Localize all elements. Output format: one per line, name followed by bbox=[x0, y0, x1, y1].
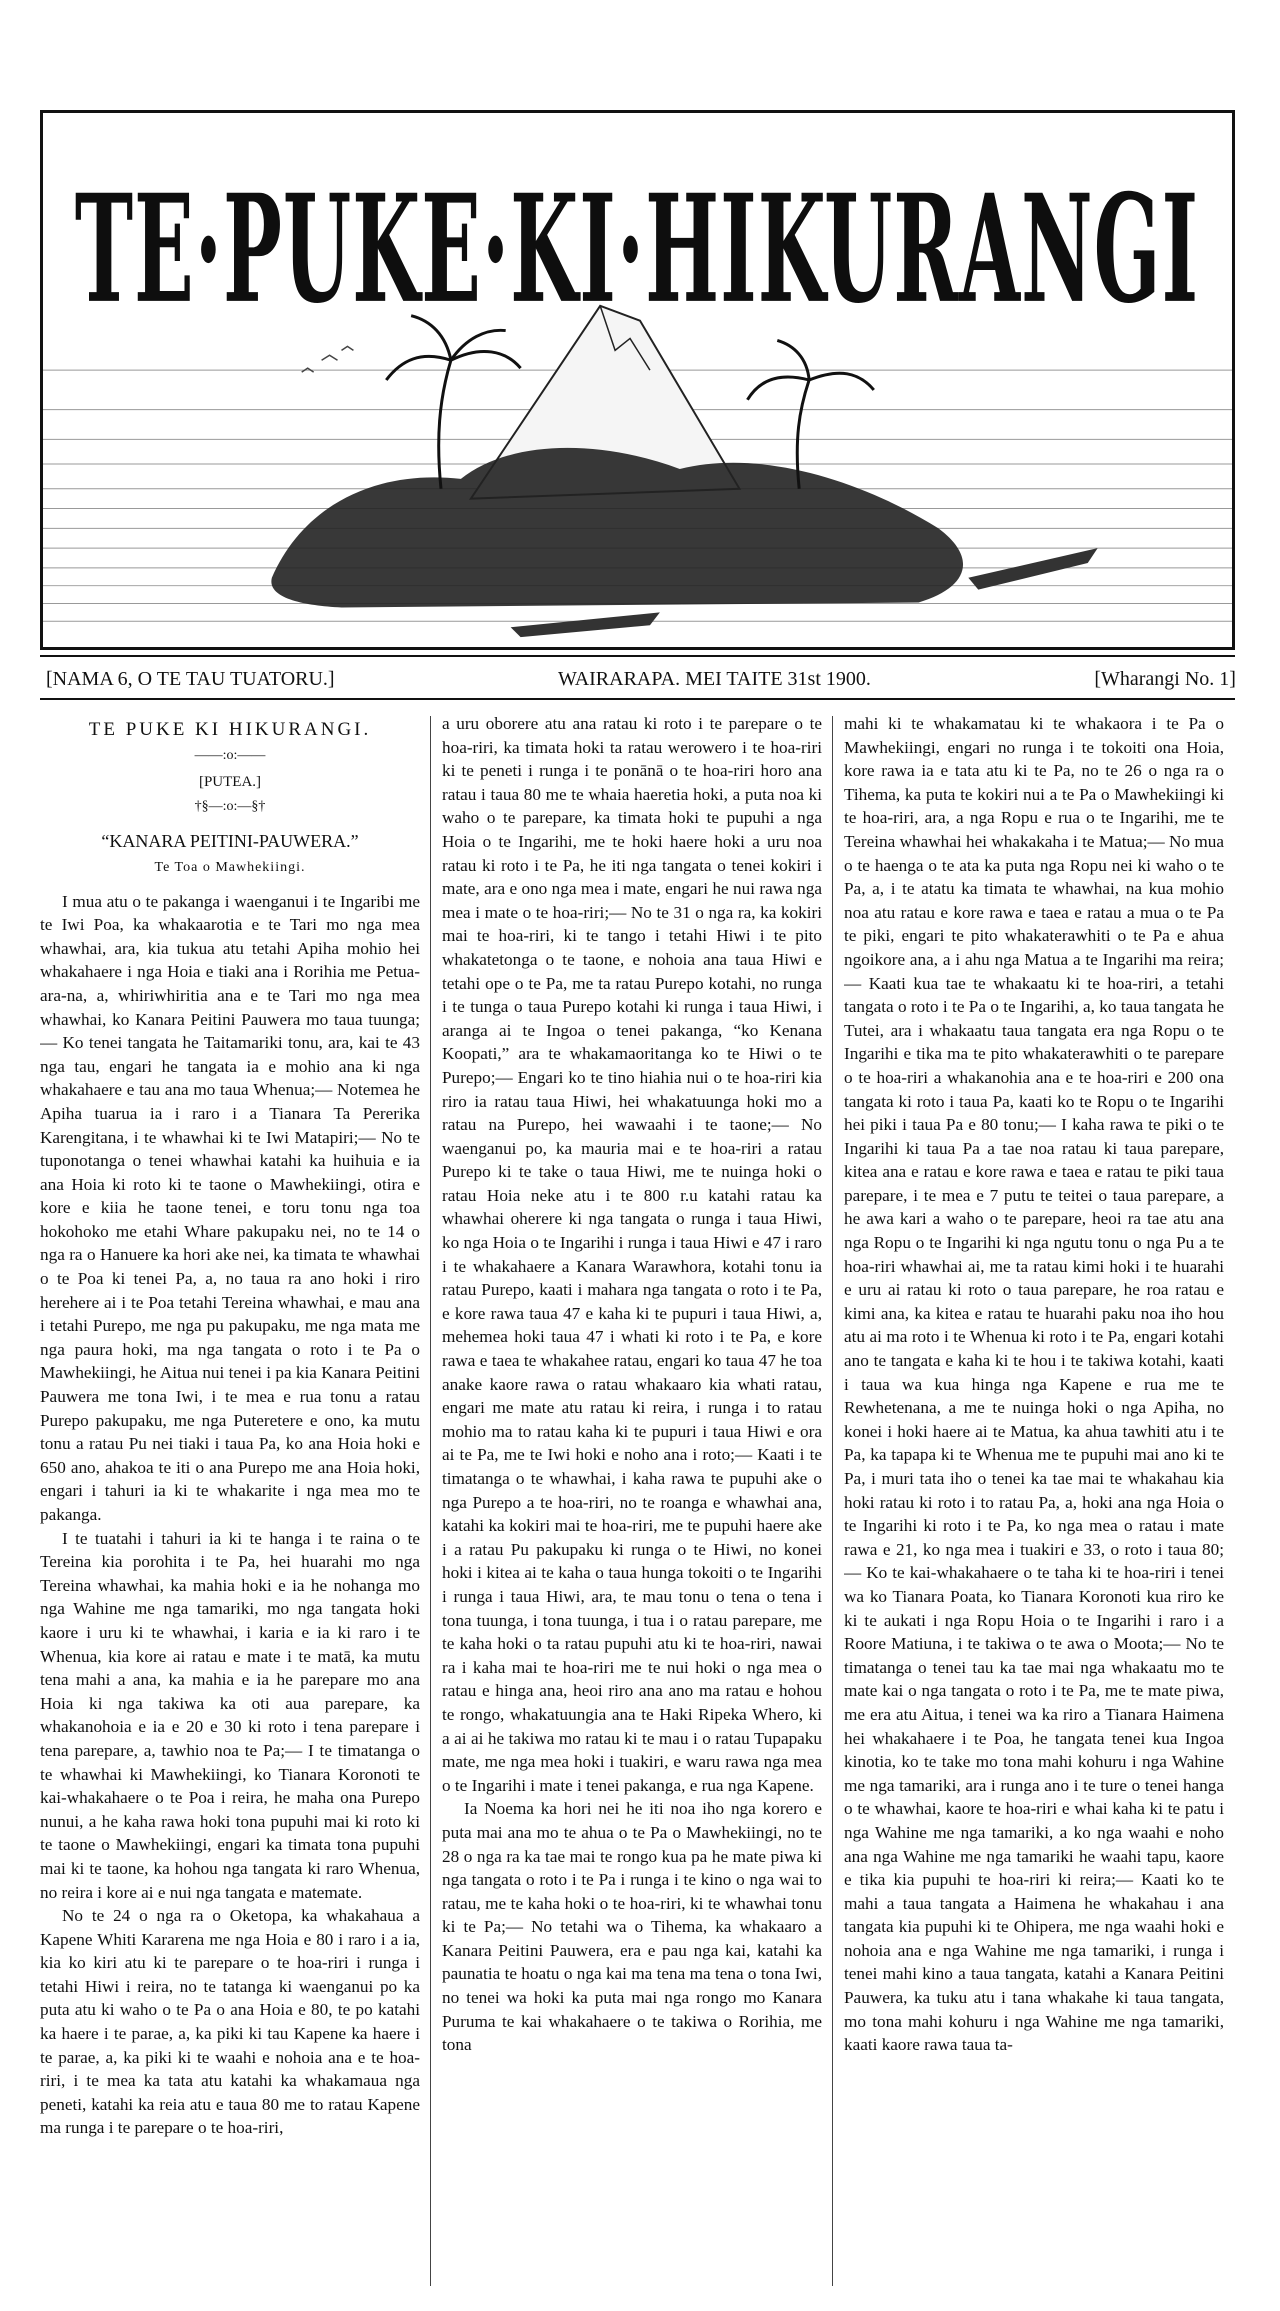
masthead-illustration bbox=[43, 113, 1232, 647]
dateline-top-rule bbox=[40, 655, 1235, 657]
dateline-bottom-rule bbox=[40, 698, 1235, 700]
paragraph: a uru oborere atu ana ratau ki roto i te parepare o te hoa-riri, ka timata hoki ta ratau werowero i te hoa-riri ki te peneti i runga i te ponānā o te hoa-riri horo ana ratau i taua 80 me te whaia haeretia hoki, a puta noa ki waho o te parepare, ka timata hoki te pupuhi a nga Hoia o te Ingarihi, me te hoki haere hoki a uru noa ratau ki roto i te Pa, he iti nga tangata o tenei kokiri i mate, ara e ono nga mea i mate, engari he nui rawa nga mea i mate o te hoa-riri;— No te 31 o nga ra, ka kokiri mai te hoa-riri, ki te tango i tetahi Hiwi i te pito whakatetonga o te taone, e nohoia ana taua Hiwi e tetahi ope o te Pa, me ta ratau Purepo kotahi, no runga i te tunga o taua Purepo kotahi ki runga i taua Hiwi, i aranga ai te Ingoa o tenei pakanga, “ko Kenana Koopati,” ara te whakamaoritanga ko te Hiwi o te Purepo;— Engari ko te tino hiahia nui o te hoa-riri kia riro ia ratau taua Hiwi, hei whakatuunga hoki mo a ratau na Purepo, hei wawaahi i te taone;— No waenganui po, ka mauria mai e te hoa-riri a ratau Purepo ki te take o taua Hiwi, me te nuinga hoki o ratau Hoia neke atu i te 800 r.u katahi ratau ka whawhai oherere ki nga tangata o runga i taua Hiwi, ko nga Hoia o te Ingarihi i runga i taua Hiwi e 47 i raro i te whakahaere a Kanara Warawhora, kotahi tonu ia ratau Purepo, kaati i mahara nga tangata o roto i te Pa, e kore rawa taua 47 e kaha ki te pupuri i taua Hiwi, a, mehemea hoki taua 47 i whati ki roto i te Pa, e kore rawa e taea te whakahee ratau, engari ko taua 47 he toa anake kaore rawa o ratau whakaaro kia whati ratau, engari me mate atu ratau ki reira, i runga i to ratau mohio ma to ratau kaha ki te pupuri i taua Hiwi e ora ai te Pa, me te Iwi hoki e noho ana i roto;— Kaati i te timatanga o te whawhai, i kaha rawa te pupuhi ake o nga Purepo a te hoa-riri, no te roanga e whawhai ana, katahi ka kokiri mai te hoa-riri, me te pupuhi haere ake i a ratau Pu pakupaku ki runga o te Hiwi, no konei hoki i kitea ai te kaha o taua hunga tokoiti o te Ingarihi i runga i taua Hiwi, ara, te mau tonu o tena o tena i tona tuunga, i tona tuunga, i tua i o ratau parepare, me te kaha hoki o ta ratau pupuhi atu ki te hoa-riri, nawai ra i kaha mai te hoa-riri me te nui hoki o nga mea o ratau e hinga ana, heoi riro ana ano ma ratau e hohou te rongo, whakatuungia ana te Haki Ripeka Whero, ki a ai ai he takiwa mo ratau ki te mau i o ratau Tupapaku mate, me nga mea hoki i tuakiri, e waru rawa nga mea o te Ingarihi i mate i tenei pakanga, e rua nga Kapene. bbox=[442, 714, 822, 1795]
article-subheading: “KANARA PEITINI-PAUWERA.” bbox=[101, 831, 359, 852]
place-date: WAIRARAPA. MEI TAITE 31st 1900. bbox=[558, 667, 871, 690]
column-1 bbox=[40, 712, 420, 2292]
canoe-right bbox=[968, 548, 1097, 590]
ornament-divider: †§—:o:—§† bbox=[194, 798, 266, 814]
paragraph: mahi ki te whakamatau ki te whakaora i te Pa o Mawhekiingi, engari no runga i te tokoiti ona Hoia, kore rawa ia e tata atu ki te Pa, no te 26 o nga ra o Tihema, ka puta te kokiri nui a te Pa o Mawhekiingi ki te hoa-riri, ara, a nga Ropu e rua o te Ingarihi, me te Tereina whawhai hei whakakaha i te Matua;— No mua o te haenga o te ata ka puta nga Ropu nei ki waho o te Pa, a, i te atatu ka timata te whawhai, na kua mohio noa atu ratau e kore rawa e taea e ratau a mua o te Pa te piki, engari te pito whakaterawhiti o te Pa e ahua ngoikore ana, a i ahu nga Matua a te Ingarihi ma reira;— Kaati kua tae te whakaatu ki te hoa-riri, a tetahi tangata o roto i te Pa o te Ingarihi, a, ko taua tangata he Tutei, ara i whakaatu taua tangata era nga Ropu o te Ingarihi e tika ma te pito whakaterawhiti o te parepare o te hoa-riri a whakanohia ana e te hoa-riri e 200 ona tangata ki roto i taua Pa, kaati ko te Ropu o te Ingarihi hei piki i taua Pa e 80 tonu;— I kaha rawa te piki o te Ingarihi ki taua Pa a tae noa ratau ki taua parepare, kitea ana e ratau e kore rawa e taea e ratau te piki taua parepare, i te mea e 7 putu te teitei o taua parepare, a he awa kari a waho o te parepare, heoi ra tae atu ana nga Ropu o te Ingarihi ki nga ngutu tonu o nga Pu a te hoa-riri whawhai ai, me ta ratau kimi hoki i te huarahi e uru ai ratau ki roto o taua parepare, he roa ratau e kimi ana, ka kitea e ratau te huarahi paku noa iho hou atu ai ma roto i te Whenua ki roto i te Pa, engari kotahi ano te tangata e kaha ki te hou i te takiwa kotahi, kaati i taua wa kua hinga nga Kapene e rua me te Rewhetenana, a me te nuinga hoki o nga Apiha, no konei i hoki haere ai te Matua, ka ahua tawhiti atu i te Pa, ka tapapa ki te Whenua me te pupuhi mai ano ki te Pa, i muri tata iho o tenei ka tae mai te whakahau kia hoki ratau ki roto i to ratau Pa, a, hoki ana nga Hoia o te Ingarihi ki roto i te Pa, ko nga mea o ratau i mate rawa e 21, ko nga mea i tuakiri e 33, o roto i taua 80;— Ko te kai-whakahaere o te taha ki te hoa-riri i tenei wa ko Tianara Poata, ko Tianara Koronoti kua riro ke ki te aukati i nga Ropu Hoia o te Ingarihi i raro i a Roore Matiuna, i te takiwa o te awa o Moota;— No te timatanga o tenei tau ka tae mai nga whakaatu mo te mate kai o nga tangata o roto i te Pa, me te mate piwa, me era atu Aitua, i tenei wa ka riro a Tianara Haimena hei whakahaere i te Poa, he tangata tenei kua Ingoa kinotia, ko te take mo tona mahi kohuru i nga Wahine me nga tamariki, ara i runga ano i te ture o tenei hanga o te whawhai, kaore te hoa-riri e whai kaha ki te patu i nga Wahine me nga tamariki, a ko nga waahi e noho ana nga Wahine me nga tamariki he waahi tapu, kaore e tika kia pupuhi te hoa-riri ki reira;— Kaati ko te mahi a taua tangata a Haimena he whakahau i ana tangata kia pupuhi ki te Ohipera, me nga waahi hoki e nohoia ana e nga Wahine me nga tamariki, i runga i tenei mahi kino a taua tangata, katahi a Kanara Peitini Pauwera, ka tuku atu i tana whakahe ki taua tangata, mo tona mahi kohuru i nga Wahine me nga tamariki, kaati kaore rawa taua ta- bbox=[844, 714, 1224, 2055]
column-divider bbox=[832, 716, 833, 2286]
column-divider bbox=[430, 716, 431, 2286]
section-label: [PUTEA.] bbox=[198, 774, 262, 791]
island-shape bbox=[271, 448, 963, 608]
paragraph: Ia Noema ka hori nei he iti noa iho nga korero e puta mai ana mo te ahua o te Pa o Mawhekiingi, no te 28 o nga ra ka tae mai te rongo kua pa he mate piwa ki nga tangata o roto i te Pa i runga i te kino o nga wai to ratau, me te kaha hoki o te hoa-riri, ki te whawhai tonu ki te Pa;— No tetahi wa o Tihema, ka whakaaro a Kanara Peitini Pauwera, era e pau nga kai, katahi ka paunatia te hoatu o nga kai ma tena ma tena o tona Iwi, no tenei wa hoki ka puta mai nga rongo mo Kanara Puruma te kai whakahaere o te takiwa o Rorihia, me tona bbox=[442, 1799, 822, 2055]
paragraph: I mua atu o te pakanga i waenganui i te Ingaribi me te Iwi Poa, ka whakaarotia e te Tari mo nga mea whawhai, ara, kia tukua atu tetahi Apiha mohio hei whakahaere i nga Hoia e tiaki ana i Rorihia me Petua-ara-na, a, whiriwhiritia ana e te Tari mo nga mea whawhai, ko Kanara Peitini Pauwera mo taua tuunga;— Ko tenei tangata he Taitamariki tonu, ara, kai te 43 nga tau, engari he tangata ia e mohio ana ki nga whakahaere e tau ana mo taua Whenua;— Notemea he Apiha tuarua ia i raro i a Tianara Ta Pererika Karengitana, i te whawhai ki te Iwi Matapiri;— No te tuponotanga o tenei whawhai katahi ka huihuia e ia ana Hoia ki roto ki te taone o Mawhekiingi, otira e kore e kiia he taone tenei, e toru tonu nga toa hokohoko me etahi Whare pakupaku nei, no te 14 o nga ra o Hanuere ka hori ake nei, ka timata te whawhai o te Poa ki tenei Pa, a, no taua ra ano hoki i riro herehere ai i te Poa tetahi Tereina whawhai, e mau ana i tetahi Purepo, me nga pu pakupaku, me nga mata me nga paura hoki, ma nga tangata o roto i te Pa o Mawhekiingi, he Aitua nui tenei i pa kia Kanara Peitini Pauwera me tona Iwi, i te mea e rua tonu a ratau Purepo pakupaku, me nga Puteretere e ono, ka mutu tonu a ratau Pu nei tiaki i taua Pa, ko ana Hoia hoki e 650 ano, ahakoa te iti o ana Purepo me ana Hoia hoki, engari i tahuri ia ki te whakarite i nga mea mo te pakanga. bbox=[40, 891, 420, 1524]
page-number: [Wharangi No. 1] bbox=[1094, 667, 1236, 690]
canoe-left bbox=[511, 612, 660, 637]
paragraph: I te tuatahi i tahuri ia ki te hanga i te raina o te Tereina kia porohita i te Pa, hei huarahi mo nga Tereina whawhai, ka mahia hoki e ia he nohanga mo nga Wahine me nga tamariki, mo nga tangata hoki kaore i uru ki te whawhai, i karia e ia ki raro i te Whenua, kia kore ai ratau e mate i te matā, ka mutu tena mahi a ana, ka mahia e ia he parepare mo ana Hoia ki nga takiwa ka oti aua parepare, ka whakanohoia e ia e 20 e 30 ki roto i tena parepare i tena parepare, a, tawhio noa te Pa;— I te timatanga o te whawhai ki Mawhekiingi, ko Tianara Koronoti te kai-whakahaere o te Poa i reira, he maha ona Purepo nunui, a he kaha rawa hoki tona pupuhi mai ki roto ki te taone o Mawhekiingi, engari ka timata tona pupuhi mai ki te taone, ka hohou nga tangata ki raro Whenua, no reira i kore ai e nui nga tangata e matemate. bbox=[40, 1528, 420, 1902]
issue-number: [NAMA 6, O TE TAU TUATORU.] bbox=[46, 667, 335, 690]
article-byline: Te Toa o Mawhekiingi. bbox=[154, 859, 306, 875]
article-columns bbox=[40, 712, 1235, 2292]
paragraph: No te 24 o nga ra o Oketopa, ka whakahaua a Kapene Whiti Kararena me nga Hoia e 80 i raro i a ia, kia ko kiri atu ki te parepare o te hoa-riri i runga i tetahi Hiwi i reira, no te tatanga ki waenganui po ka puta atu ki waho o te Pa o ana Hoia e 80, te po katahi ka haere i te parae, a, ka piki ki tau Kapene ka haere i te parae, a, ka piki ki te waahi e nohoia ana e te hoa-riri, i te mea ka tata atu katahi ka whakamaua nga peneti, katahi ka reia atu e taua 80 me to ratau Kapene ma runga i te parepare o te hoa-riri, bbox=[40, 1906, 420, 2138]
masthead-title: TE·PUKE·KI·HIKURANGI bbox=[74, 162, 1200, 337]
article-heading: TE PUKE KI HIKURANGI. bbox=[88, 719, 372, 740]
column-2 bbox=[442, 712, 822, 2292]
masthead bbox=[40, 110, 1235, 650]
ornament-divider: ——:o:—— bbox=[194, 747, 266, 763]
dateline bbox=[46, 664, 1236, 694]
column-3 bbox=[844, 712, 1224, 2292]
